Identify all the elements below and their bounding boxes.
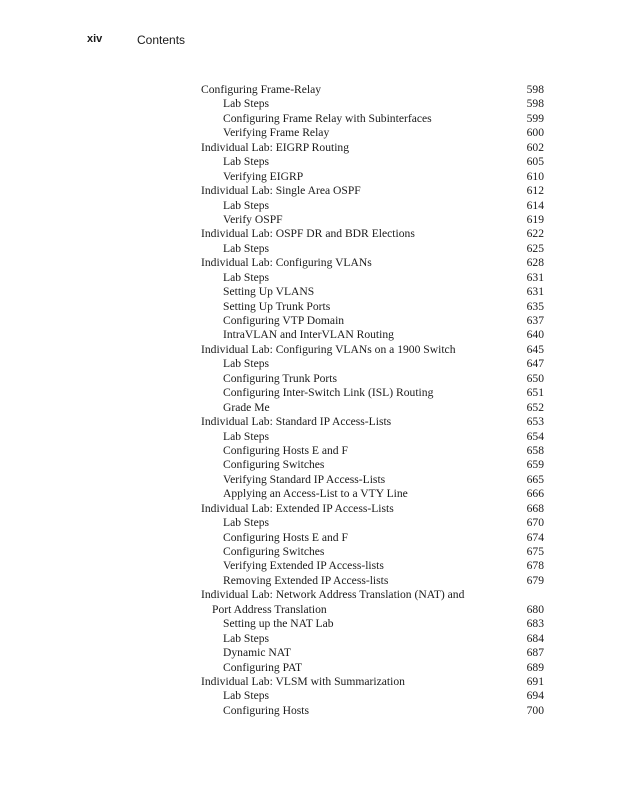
toc-entry <box>201 531 544 545</box>
table-of-contents <box>201 83 544 718</box>
toc-entry <box>201 473 544 487</box>
toc-entry-page: 645 <box>526 342 544 356</box>
toc-entry <box>201 704 544 718</box>
toc-entry-page: 598 <box>526 97 544 111</box>
toc-entry-page: 654 <box>526 429 544 443</box>
toc-entry <box>201 300 544 314</box>
toc-entry <box>201 314 544 328</box>
toc-entry-title: Configuring PAT <box>223 660 303 674</box>
toc-entry <box>201 559 544 573</box>
toc-entry-page: 614 <box>526 198 544 212</box>
toc-entry <box>201 328 544 342</box>
toc-entry <box>201 256 544 270</box>
toc-entry-page: 652 <box>526 400 544 414</box>
toc-entry-title: Verifying Standard IP Access-Lists <box>223 472 386 486</box>
toc-entry-page: 687 <box>526 646 544 660</box>
toc-entry <box>201 112 544 126</box>
toc-entry-title: Dynamic NAT <box>223 646 291 660</box>
toc-entry <box>201 271 544 285</box>
toc-entry <box>201 126 544 140</box>
toc-entry-page: 665 <box>526 472 544 486</box>
toc-entry-title: Lab Steps <box>223 631 270 645</box>
toc-entry-title: Verifying Frame Relay <box>223 126 330 140</box>
toc-entry <box>201 689 544 703</box>
toc-entry <box>201 242 544 256</box>
toc-entry-page: 691 <box>526 674 544 688</box>
toc-entry <box>201 675 544 689</box>
toc-entry-title: Lab Steps <box>223 97 270 111</box>
toc-entry-page: 658 <box>526 443 544 457</box>
toc-entry-page: 631 <box>526 285 544 299</box>
toc-entry-title: Individual Lab: Extended IP Access-Lists <box>201 501 394 515</box>
toc-entry-title: Setting Up Trunk Ports <box>223 299 331 313</box>
toc-entry <box>201 430 544 444</box>
toc-entry-title: Removing Extended IP Access-lists <box>223 573 389 587</box>
toc-entry-title: Configuring Frame-Relay <box>201 83 322 96</box>
toc-entry-title: Individual Lab: Standard IP Access-Lists <box>201 415 392 429</box>
toc-entry-title: Individual Lab: VLSM with Summarization <box>201 674 405 688</box>
toc-entry-title: Lab Steps <box>223 429 270 443</box>
toc-entry-page: 640 <box>526 328 544 342</box>
toc-entry-title: Verifying EIGRP <box>223 169 304 183</box>
toc-entry-title: Setting up the NAT Lab <box>223 617 334 631</box>
toc-entry-title: Individual Lab: Network Address Translation (NAT) and <box>201 588 465 602</box>
toc-entry-title: Lab Steps <box>223 689 270 703</box>
toc-entry-page: 666 <box>526 487 544 501</box>
toc-entry-title: Applying an Access-List to a VTY Line <box>223 487 408 501</box>
toc-entry-title: Lab Steps <box>223 357 270 371</box>
toc-entry <box>201 97 544 111</box>
toc-entry-title: Individual Lab: Configuring VLANs on a 1900 Switch <box>201 342 456 356</box>
toc-entry <box>201 617 544 631</box>
toc-entry <box>201 386 544 400</box>
toc-entry <box>201 285 544 299</box>
toc-entry-page: 700 <box>526 703 544 717</box>
toc-entry <box>201 661 544 675</box>
toc-entry-title: Individual Lab: Configuring VLANs <box>201 256 372 270</box>
toc-entry-page: 659 <box>526 458 544 472</box>
toc-entry-title: Configuring Switches <box>223 458 325 472</box>
toc-entry-page: 631 <box>526 270 544 284</box>
toc-entry <box>201 632 544 646</box>
toc-entry-page: 628 <box>526 256 544 270</box>
toc-entry-title: Configuring Frame Relay with Subinterfaces <box>223 111 432 125</box>
toc-entry <box>201 141 544 155</box>
toc-entry-title: Configuring Trunk Ports <box>223 371 338 385</box>
toc-entry <box>201 415 544 429</box>
toc-entry-title: Lab Steps <box>223 155 270 169</box>
toc-entry-page: 612 <box>526 184 544 198</box>
toc-entry-page: 637 <box>526 314 544 327</box>
toc-entry-page: 647 <box>526 357 544 371</box>
toc-entry <box>201 213 544 227</box>
toc-entry-title: Configuring Hosts E and F <box>223 443 348 457</box>
toc-entry-page: 679 <box>526 573 544 587</box>
page-number: xiv <box>87 33 103 45</box>
toc-entry <box>201 502 544 516</box>
toc-entry-page: 674 <box>526 530 544 544</box>
toc-entry-title: Lab Steps <box>223 516 270 530</box>
toc-entry <box>201 155 544 169</box>
toc-entry <box>201 83 544 97</box>
toc-entry <box>201 646 544 660</box>
toc-entry-title: Configuring Hosts <box>223 703 309 717</box>
toc-entry-title: Lab Steps <box>223 198 270 212</box>
toc-entry-title: Individual Lab: EIGRP Routing <box>201 140 350 154</box>
toc-entry-page: 602 <box>526 140 544 154</box>
toc-entry-page: 653 <box>526 415 544 429</box>
toc-entry-title: Grade Me <box>223 400 270 414</box>
toc-entry <box>201 444 544 458</box>
toc-entry-page: 670 <box>526 516 544 530</box>
toc-entry-page: 668 <box>526 501 544 515</box>
toc-entry-title: Configuring Inter-Switch Link (ISL) Routing <box>223 386 434 400</box>
toc-entry-title: IntraVLAN and InterVLAN Routing <box>223 328 394 342</box>
toc-entry-page: 622 <box>526 227 544 241</box>
toc-entry <box>201 357 544 371</box>
toc-entry-title: Lab Steps <box>223 270 270 284</box>
toc-entry-page: 598 <box>526 83 544 96</box>
toc-entry-title: Verify OSPF <box>223 212 283 226</box>
toc-entry <box>201 199 544 213</box>
toc-entry <box>201 184 544 198</box>
toc-entry-title: Individual Lab: OSPF DR and BDR Elections <box>201 227 415 241</box>
toc-entry-page: 675 <box>526 545 544 558</box>
toc-entry-page: 610 <box>526 169 544 183</box>
toc-entry <box>201 401 544 415</box>
toc-entry <box>201 516 544 530</box>
toc-entry-page: 635 <box>526 299 544 313</box>
toc-entry <box>201 227 544 241</box>
toc-entry-page: 678 <box>526 559 544 573</box>
toc-entry-page: 650 <box>526 371 544 385</box>
toc-entry-page: 599 <box>526 111 544 125</box>
toc-entry-title: Setting Up VLANS <box>223 285 315 299</box>
toc-entry-title: Lab Steps <box>223 241 270 255</box>
toc-entry-page: 680 <box>526 602 544 616</box>
toc-entry <box>201 372 544 386</box>
toc-entry-page: 605 <box>526 155 544 169</box>
toc-entry <box>201 170 544 184</box>
toc-entry <box>201 545 544 559</box>
toc-entry-title: Configuring VTP Domain <box>223 314 345 327</box>
toc-entry-page: 684 <box>526 631 544 645</box>
toc-entry-page: 689 <box>526 660 544 674</box>
toc-entry <box>201 487 544 501</box>
toc-entry <box>201 343 544 357</box>
toc-entry-title: Configuring Hosts E and F <box>223 530 348 544</box>
toc-entry <box>201 603 544 617</box>
toc-entry-page: 651 <box>526 386 544 400</box>
toc-entry <box>201 574 544 588</box>
toc-entry-page: 694 <box>526 689 544 703</box>
toc-entry-page: 600 <box>526 126 544 140</box>
toc-entry-page: 683 <box>526 617 544 631</box>
toc-entry <box>201 458 544 472</box>
toc-entry-title: Port Address Translation <box>212 602 327 616</box>
toc-entry-page: 619 <box>526 212 544 226</box>
toc-entry-page: 625 <box>526 241 544 255</box>
toc-entry-title: Configuring Switches <box>223 545 325 558</box>
toc-entry-title: Verifying Extended IP Access-lists <box>223 559 384 573</box>
toc-entry <box>201 588 544 602</box>
running-title: Contents <box>137 33 186 47</box>
toc-entry-title: Individual Lab: Single Area OSPF <box>201 184 361 198</box>
